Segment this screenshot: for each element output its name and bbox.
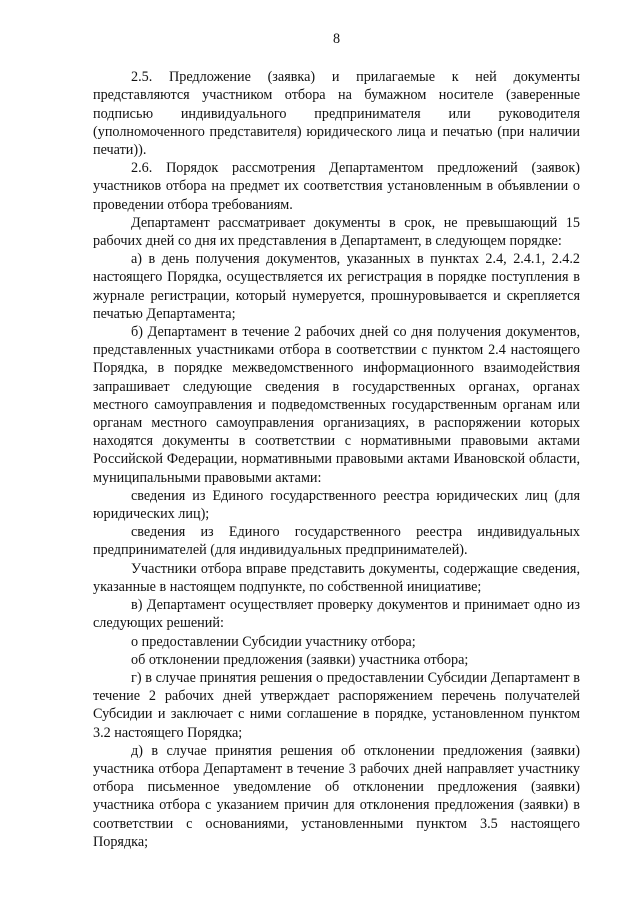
paragraph-egrip: сведения из Единого государственного реестра индивидуальных предпринимателей (для индивидуальных предпринимателей). [93,524,580,559]
paragraph-item-v: в) Департамент осуществляет проверку документов и принимает одно из следующих решений: [93,597,580,632]
paragraph-own-initiative: Участники отбора вправе представить документы, содержащие сведения, указанные в настоящем подпункте, по собственной инициативе; [93,560,580,595]
paragraph-item-a: а) в день получения документов, указанных в пунктах 2.4, 2.4.1, 2.4.2 настоящего Порядка, осуществляется их регистрация в порядке поступления в журнале регистрации, который нумеруется, прошнуровывается и скрепляется печатью Департамента; [93,251,580,322]
paragraph-item-g: г) в случае принятия решения о предоставлении Субсидии Департамент в течение 2 рабочих дней утверждает распоряжением перечень получателей Субсидии и заключает с ними соглашение в порядке, установленном пунктом 3.2 настоящего Порядка; [93,669,580,741]
page-number: 8 [332,31,341,47]
paragraph-egrul: сведения из Единого государственного реестра юридических лиц (для юридических лиц); [93,487,580,523]
paragraph-item-b: б) Департамент в течение 2 рабочих дней со дня получения документов, представленных участниками отбора в соответствии с пунктом 2.4 настоящего Порядка, в порядке межведомственного информационного взаимодействия запрашивает следующие сведения в государственных органах, органах местного самоуправления и подведомственных государственным органам или органам местного самоуправления организациях, в распоряжении которых находятся документы в соответствии с нормативными правовыми актами Российской Федерации, нормативными правовыми актами Ивановской области, муниципальными правовыми актами: [93,324,580,486]
paragraph-2-6: 2.6. Порядок рассмотрения Департаментом предложений (заявок) участников отбора на предмет их соответствия установленным в объявлении о проведении отбора требованиям. [93,160,580,213]
document-body [93,68,580,851]
paragraph-review-term: Департамент рассматривает документы в срок, не превышающий 15 рабочих дней со дня их представления в Департамент, в следующем порядке: [93,214,580,250]
paragraph-decision-grant: о предоставлении Субсидии участнику отбора; [131,633,416,650]
paragraph-item-d: д) в случае принятия решения об отклонении предложения (заявки) участника отбора Департамент в течение 3 рабочих дней направляет участнику отбора письменное уведомление об отклонении предложения (заявки) участника отбора с указанием причин для отклонения предложения (заявки) в соответствии с основаниями, установленными пунктом 3.5 настоящего Порядка; [93,742,580,850]
paragraph-2-5: 2.5. Предложение (заявка) и прилагаемые к ней документы представляются участником отбора на бумажном носителе (заверенные подписью индивидуального предпринимателя или руководителя (уполномоченного представителя) юридического лица и печатью (при наличии печати)). [93,69,580,159]
paragraph-decision-reject: об отклонении предложения (заявки) участника отбора; [131,651,469,668]
